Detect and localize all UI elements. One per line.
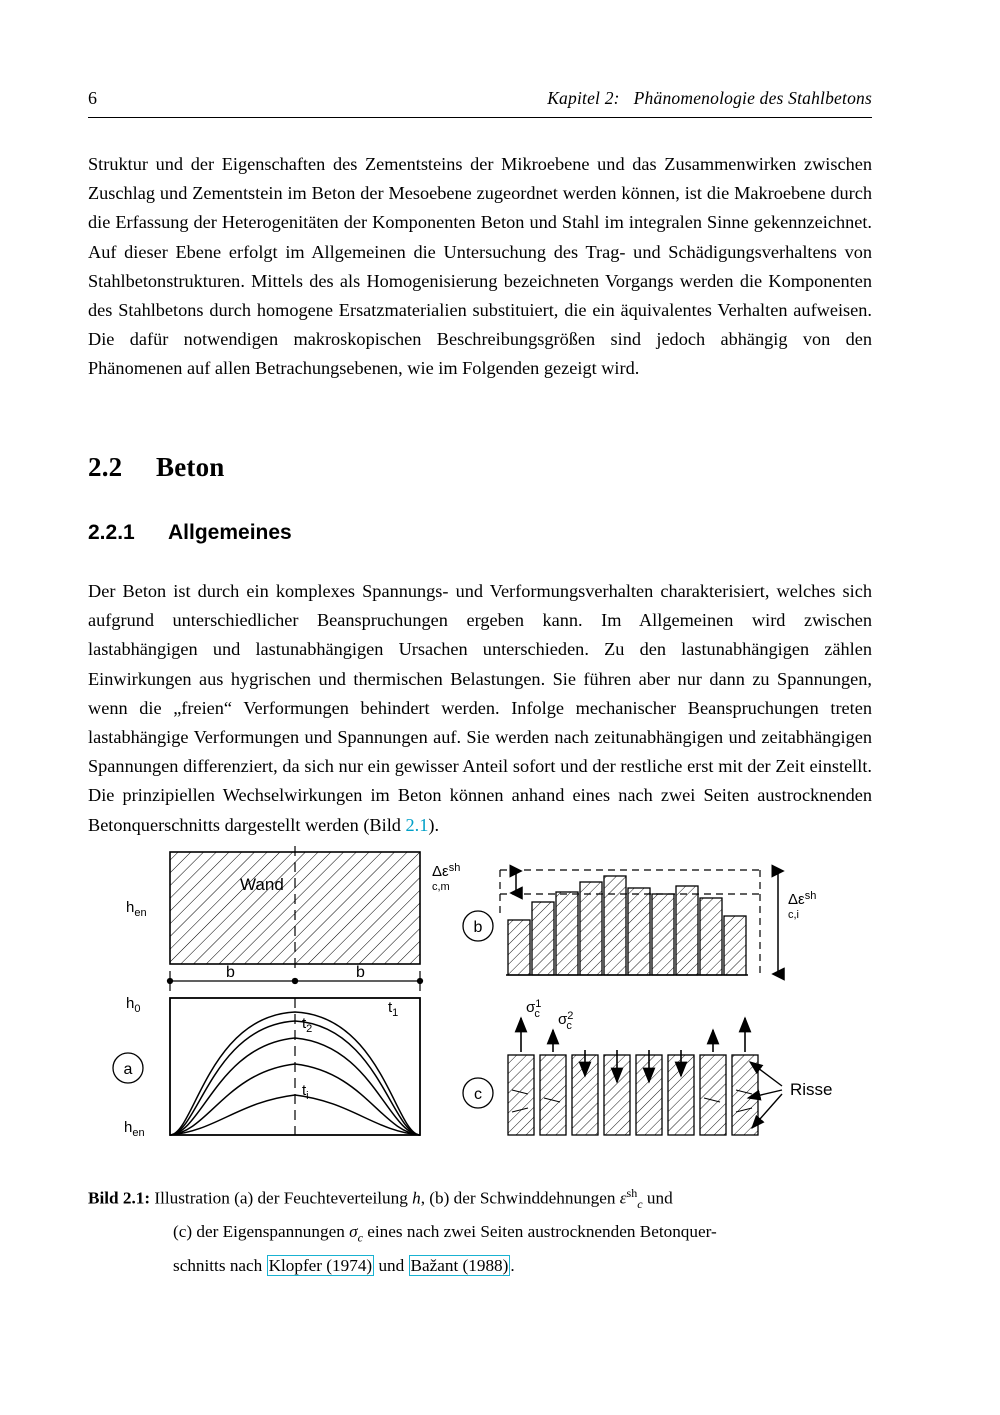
svg-text:c,i: c,i xyxy=(788,909,799,921)
svg-text:σ2c: $\sigma^2$ c xyxy=(558,1010,574,1032)
running-head xyxy=(88,88,872,109)
svg-text:h0: $h_0$ xyxy=(126,995,141,1015)
svg-text:b: b xyxy=(226,964,235,981)
figure-crossref-link[interactable]: 2.1 xyxy=(405,814,429,835)
svg-text:Wand xyxy=(240,875,284,894)
chapter-heading xyxy=(547,88,872,109)
svg-text:Δεsh: $\Delta\varepsilon^{sh}$ xyxy=(788,890,817,908)
svg-text:b: b xyxy=(356,964,365,981)
svg-text:c: c xyxy=(474,1086,482,1103)
figure-panel-a-moisture xyxy=(113,995,420,1139)
figure-caption-text-c: und xyxy=(642,1188,673,1208)
page-number: 6 xyxy=(88,88,97,108)
figure-caption-sigma-symbol: σ xyxy=(349,1222,358,1242)
figure-caption-sigma-sub: c xyxy=(357,1230,363,1245)
svg-text:σ1c: $\sigma^1$ c xyxy=(526,998,542,1020)
subsection-number: 2.2.1 xyxy=(88,521,135,544)
figure-2-1 xyxy=(88,840,872,1160)
figure-caption-text-h: . xyxy=(510,1255,515,1275)
citation-link-klopfer[interactable]: Klopfer (1974) xyxy=(268,1255,373,1275)
figure-caption-text-e: eines nach zwei Seiten austrocknenden Betonquer- xyxy=(362,1222,717,1242)
chapter-title: Phänomenologie des Stahlbetons xyxy=(633,88,872,108)
svg-text:Δεsh: $\Delta\varepsilon^{sh}$ xyxy=(432,862,461,880)
figure-caption-eps-sup: sh xyxy=(626,1186,638,1200)
figure-label-risse: Risse xyxy=(790,1080,833,1099)
figure-label-wand: Wand xyxy=(240,875,284,894)
svg-text:b: b xyxy=(473,919,483,936)
figure-caption-text-b: , (b) der Schwinddehnungen xyxy=(420,1188,620,1208)
figure-caption-line3 xyxy=(88,1252,872,1279)
figure-panel-a-wall xyxy=(126,846,420,991)
svg-text:hen: $h_{en}$ xyxy=(126,899,147,919)
citation-link-bazant[interactable]: Bažant (1988) xyxy=(410,1255,509,1275)
svg-text:a: a xyxy=(123,1061,133,1078)
paragraph-concrete-text-b: ). xyxy=(428,814,440,835)
svg-text:t2: $t_2$ xyxy=(302,1015,313,1035)
subsection-title: Allgemeines xyxy=(168,521,292,544)
section-heading xyxy=(88,452,225,483)
figure-panel-c-eigenstress xyxy=(463,998,833,1135)
section-title: Beton xyxy=(156,452,225,482)
section-number: 2.2 xyxy=(88,452,123,482)
figure-panel-b-shrinkage xyxy=(432,862,816,975)
svg-text:Risse xyxy=(790,1080,833,1099)
figure-caption-h-symbol: h xyxy=(412,1188,421,1208)
figure-caption-text-d: (c) der Eigenspannungen xyxy=(173,1222,350,1242)
svg-text:ti: $t_i$ xyxy=(302,1082,309,1102)
figure-caption-eps-symbol: ε xyxy=(619,1188,627,1208)
svg-text:t1: $t_1$ xyxy=(388,999,399,1019)
svg-text:c,m: c,m xyxy=(432,881,450,893)
chapter-label: Kapitel 2: xyxy=(547,88,620,108)
header-rule xyxy=(88,117,872,118)
figure-caption-label: Bild 2.1: xyxy=(88,1188,151,1208)
figure-caption-text-a: Illustration (a) der Feuchteverteilung xyxy=(154,1188,413,1208)
figure-caption-text-f: schnitts nach xyxy=(173,1255,267,1275)
subsection-heading xyxy=(88,521,292,545)
figure-caption xyxy=(88,1180,872,1279)
figure-caption-text-g: und xyxy=(374,1255,409,1275)
svg-text:hen: $h_{en}$ xyxy=(124,1119,145,1139)
paragraph-concrete xyxy=(88,577,872,840)
figure-caption-line2 xyxy=(88,1218,872,1251)
figure-caption-eps-sub: c xyxy=(637,1197,643,1212)
paragraph-intro: Struktur und der Eigenschaften des Zementsteins der Mikroebene und das Zusammenwirken zwischen Zuschlag und Zementstein im Beton der Mesoebene zugeordnet werden können, ist die Makroebene durch die Erfassung der Heterogenitäten der Komponenten Beton und Stahl im integralen Sinne gekennzeichnet. Auf dieser Ebene erfolgt im Allgemeinen die Untersuchung des Trag- und Schädigungsverhaltens von Stahlbetonstrukturen. Mittels des als Homogenisierung bezeichneten Vorgangs werden die Komponenten des Stahlbetons durch homogene Ersatzmaterialien substituiert, die ein äquivalentes Verhalten aufweisen. Die dafür notwendigen makroskopischen Beschreibungsgrößen sind jedoch abhängig von den Phänomenen auf allen Betrachungsebenen, wie im Folgenden gezeigt wird. xyxy=(88,154,872,379)
paragraph-concrete-text-a: Der Beton ist durch ein komplexes Spannungs- und Verformungsverhalten charakterisiert, welches sich aufgrund unterschiedlicher Beanspruchungen ergeben kann. Im Allgemeinen wird zwischen lastabhängigen und lastunabhängigen Ursachen unterschieden. Zu den lastunabhängigen zählen Einwirkungen aus hygrischen und thermischen Belastungen. Sie führen aber nur dann zu Spannungen, wenn die „freien“ Verformungen behindert werden. Infolge mechanischer Beanspruchungen treten lastabhängige Verformungen und Spannungen auf. Sie werden nach zeitunabhängigen und zeitabhängigen Spannungen differenziert, da sich nur ein gewisser Anteil sofort und der restliche erst mit der Zeit einstellt. Die prinzipiellen Wechselwirkungen im Beton können anhand eines nach zwei Seiten austrocknenden Betonquerschnitts dargestellt werden (Bild xyxy=(88,581,872,835)
